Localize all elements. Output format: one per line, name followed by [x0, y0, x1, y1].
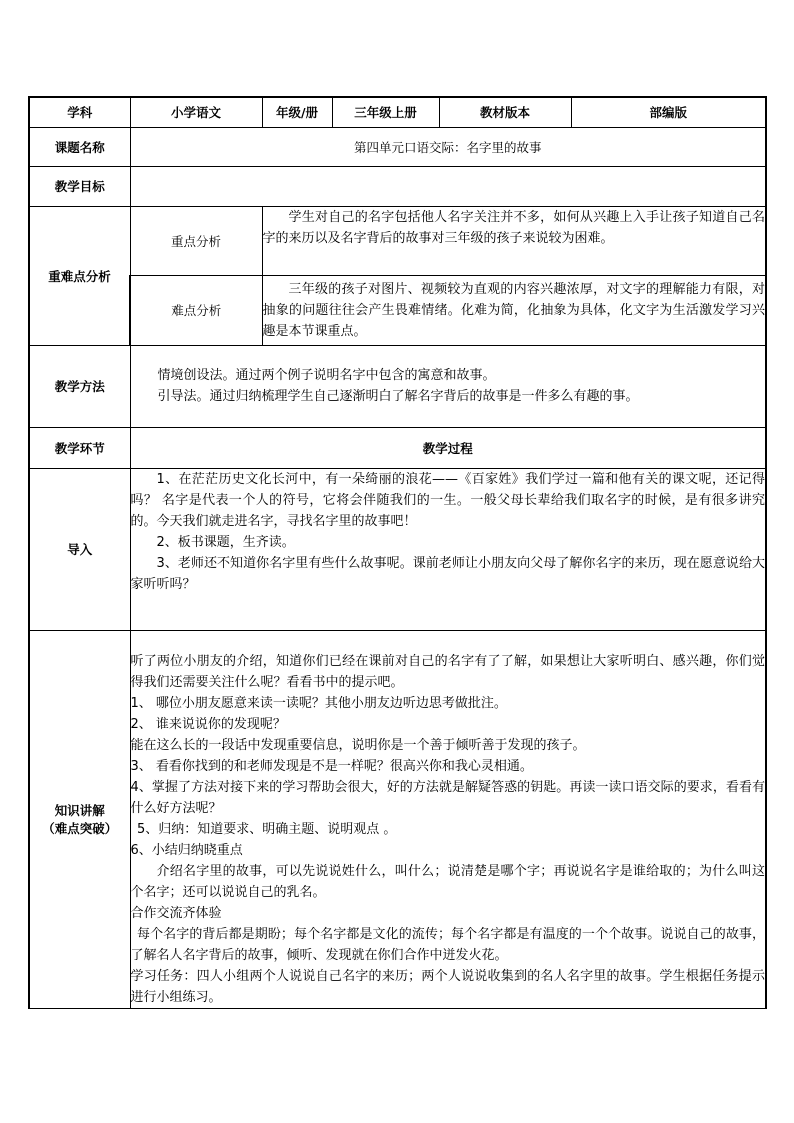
- topic-row: [29, 127, 766, 166]
- subject-label: 学科: [29, 97, 130, 127]
- knowledge-paragraph-11: 每个名字的背后都是期盼；每个名字都是文化的流传；每个名字都是有温度的一个个故事。说说自己的故事，了解名人名字背后的故事，倾听、发现就在你们合作中迸发火花。: [130, 926, 765, 963]
- difficult-point-label: 难点分析: [130, 275, 262, 345]
- edition-value: 部编版: [571, 97, 766, 127]
- knowledge-label: [29, 630, 130, 1008]
- intro-paragraph-3: 3、老师还不知道你名字里有些什么故事呢。课前老师让小朋友向父母了解你名字的来历，现在愿意说给大家听听吗？: [130, 555, 765, 592]
- knowledge-paragraph-12: 学习任务：四人小组两个人说说自己名字的来历；两个人说说收集到的名人名字里的故事。学生根据任务提示进行小组练习。: [130, 968, 765, 1005]
- topic-label: 课题名称: [29, 127, 130, 166]
- difficult-point-row: [29, 275, 766, 345]
- topic-value: 第四单元口语交际：名字里的故事: [130, 127, 766, 166]
- intro-paragraph-1: 1、在茫茫历史文化长河中，有一朵绮丽的浪花——《百家姓》我们学过一篇和他有关的课文呢，还记得吗？ 名字是代表一个人的符号，它将会伴随我们的一生。一般父母长辈给我们取名字的时候，是有很多讲究的。今天我们就走进名字，寻找名字里的故事吧！: [130, 471, 765, 529]
- goals-value: [130, 166, 766, 206]
- knowledge-paragraph-4: 能在这么长的一段话中发现重要信息，说明你是一个善于倾听善于发现的孩子。: [130, 737, 586, 753]
- knowledge-row: [29, 630, 766, 1008]
- methods-label: 教学方法: [29, 345, 130, 427]
- method-line-2: 引导法。通过归纳梳理学生自己逐渐明白了解名字背后的故事是一件多么有趣的事。: [157, 389, 639, 404]
- subject-value: 小学语文: [130, 97, 262, 127]
- knowledge-paragraph-6: 4、掌握了方法对接下来的学习帮助会很大，好的方法就是解疑答惑的钥匙。再读一读口语交际的要求，看看有什么好方法呢？: [130, 779, 765, 816]
- knowledge-paragraph-10: 合作交流齐体验: [130, 905, 222, 921]
- knowledge-label-line-2: （难点突破）: [42, 821, 118, 836]
- grade-value: 三年级上册: [332, 97, 439, 127]
- knowledge-paragraph-9: 介绍名字里的故事，可以先说说姓什么，叫什么；说清楚是哪个字；再说说名字是谁给取的；为什么叫这个名字；还可以说说自己的乳名。: [130, 863, 765, 900]
- difficult-point-paragraph: 三年级的孩子对图片、视频较为直观的内容兴趣浓厚，对文字的理解能力有限，对抽象的问题往往会产生畏难情绪。化难为简，化抽象为具体，化文字为生活激发学习兴趣是本节课重点。: [262, 281, 765, 339]
- key-point-text: [262, 206, 766, 275]
- knowledge-paragraph-7: 5、归纳：知道要求、明确主题、说明观点 。: [137, 821, 397, 837]
- analysis-label: 重难点分析: [29, 206, 130, 345]
- intro-label: 导入: [29, 468, 130, 630]
- knowledge-paragraph-1: 听了两位小朋友的介绍，知道你们已经在课前对自己的名字有了了解，如果想让大家听明白、感兴趣，你们觉得我们还需要关注什么呢？看看书中的提示吧。: [130, 653, 765, 690]
- header-row: [29, 97, 766, 127]
- methods-row: [29, 345, 766, 427]
- knowledge-paragraph-2: 1、 哪位小朋友愿意来读一读呢？其他小朋友边听边思考做批注。: [130, 695, 507, 711]
- key-point-paragraph: 学生对自己的名字包括他人名字关注并不多，如何从兴趣上入手让孩子知道自己名字的来历以及名字背后的故事对三年级的孩子来说较为困难。: [262, 209, 765, 246]
- methods-text: [130, 345, 766, 427]
- lesson-plan-table: [28, 96, 767, 1009]
- intro-paragraph-2: 2、板书课题，生齐读。: [156, 534, 295, 550]
- knowledge-label-line-1: 知识讲解: [54, 803, 105, 818]
- knowledge-paragraph-3: 2、 谁来说说你的发现呢？: [130, 716, 286, 732]
- knowledge-paragraph-5: 3、 看看你找到的和老师发现是不是一样呢？很高兴你和我心灵相通。: [130, 758, 533, 774]
- method-line-1: 情境创设法。通过两个例子说明名字中包含的寓意和故事。: [157, 368, 496, 383]
- goals-label: 教学目标: [29, 166, 130, 206]
- knowledge-text: [130, 630, 766, 1008]
- knowledge-paragraph-8: 6、小结归纳晓重点: [130, 842, 243, 858]
- process-header-row: [29, 427, 766, 468]
- goals-row: [29, 166, 766, 206]
- intro-row: [29, 468, 766, 630]
- edition-label: 教材版本: [439, 97, 571, 127]
- process-stage-label: 教学环节: [29, 427, 130, 468]
- key-point-label: 重点分析: [130, 206, 262, 275]
- intro-text: [130, 468, 766, 630]
- grade-label: 年级/册: [262, 97, 332, 127]
- difficult-point-text: [262, 275, 766, 345]
- key-point-row: [29, 206, 766, 275]
- process-label: 教学过程: [130, 427, 766, 468]
